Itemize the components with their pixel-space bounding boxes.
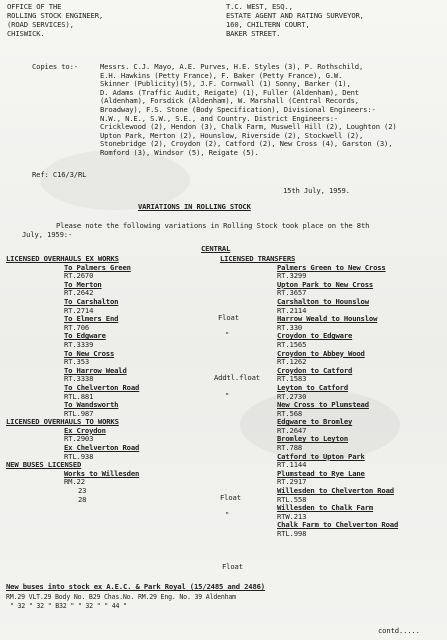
- heading-new-buses: NEW BUSES LICENSED: [6, 460, 82, 470]
- note-ditto: ": [225, 391, 230, 400]
- note-float: Float: [218, 313, 239, 322]
- document-title: VARIATIONS IN ROLLING STOCK: [138, 202, 251, 211]
- copies-label: Copies to:-: [32, 62, 78, 71]
- note-additional-float: Addtl.float: [214, 373, 260, 382]
- note-ditto: ": [225, 330, 230, 339]
- copies-list: Messrs. C.J. Mayo, A.E. Purves, H.E. Styles (3), P. Rothschild, E.H. Hawkins (Petty France), F. Baker (Petty France), G.W. Skinner (Publicity)(5), J.F. Cornwall (1) Sonny, Barker (1), D. Adams (Traffic Audit, Reigate) (1), Fuller (Aldenham), Dent (Aldenham), Forsdick (Aldenham), W. Marshall (Central Records, Broadway), F.S. Stone (Body Specification), Divisional Engineers:- N.W., N.E., S.W., S.E., and Country. District Engineers:- Cricklewood (2), Hendon (3), Chalk Farm, Muswell Hill (2), Loughton (2) Upton Park, Merton (2), Hounslow, Riverside (2), Stockwell (2), Stonebridge (2), Croydon (2), Catford (2), New Cross (4), Garston (3), Romford (3), Windsor (5), Reigate (5).: [100, 62, 397, 157]
- heading-overhauls-to-works: LICENSED OVERHAULS TO WORKS: [6, 417, 119, 427]
- date: 15th July, 1959.: [283, 186, 350, 195]
- note-float: Float: [222, 562, 243, 571]
- reference: Ref: C16/3/RL: [32, 170, 87, 179]
- note-float: Float: [220, 493, 241, 502]
- new-buses-row-2: " 32 " 32 " B32 " " 32 " " 44 ": [10, 602, 127, 610]
- transfers-list: Palmers Green to New Cross RT.3299 Upton Park to New Cross RT.3657 Carshalton to Hounslow RT.2114 Harrow Weald to Hounslow RT.330 Croydon to Edgware RT.1565 Croydon to Abbey Wood RT.1262 Croydon to Catford RT.1583 Leyton to Catford RT.2730 New Cross to Plumstead RT.568 Edgware to Bromley RT.2647 Bromley to Leyton RT.788 Catford to Upton Park RT.1144 Plumstead to Rye Lane RT.2917 Willesden to Chelverton Road RTL.558 Willesden to Chalk Farm RTW.213 Chalk Farm to Chelverton Road RTL.998: [277, 262, 399, 538]
- heading-overhauls-ex-works: LICENSED OVERHAULS EX WORKS: [6, 254, 119, 263]
- new-buses-row-1: RM.29 VLT.29 Body No. B29 Chas.No. RM.29 Eng. No. 39 Aldenham: [6, 593, 236, 601]
- new-buses-line: New buses into stock ex A.E.C. & Park Royal (15/2485 and 2486): [6, 582, 265, 591]
- section-heading: CENTRAL: [201, 244, 231, 253]
- intro-line-1: Please note the following variations in Rolling Stock took place on the 8th: [56, 221, 370, 230]
- left-column: LICENSED OVERHAULS EX WORKS To Palmers Green RT.2670 To Merton RT.2642 To Carshalton RT.2714 To Elmers End RT.706 To Edgware RT.3339 To New Cross RT.353 To Harrow Weald RT.3338 To Chelverton Road RTL.881 To Wandsworth RTL.987 LICENSED OVERHAULS TO WORKS Ex Croydon RT.2903 Ex Chelverton Road RTL.938 NEW BUSES LICENSED Works to Willesden RM.22 23 28: [6, 254, 140, 504]
- sender-address: OFFICE OF THE ROLLING STOCK ENGINEER, (ROAD SERVICES), CHISWICK.: [7, 2, 104, 38]
- recipient-address: T.C. WEST, ESQ., ESTATE AGENT AND RATING SURVEYOR, 160, CHILTERN COURT, BAKER STREET.: [226, 2, 364, 38]
- note-ditto: ": [225, 510, 230, 519]
- intro-line-2: July, 1959:-: [22, 230, 73, 239]
- heading-licensed-transfers: LICENSED TRANSFERS: [220, 254, 296, 263]
- continued-marker: contd.....: [378, 626, 420, 635]
